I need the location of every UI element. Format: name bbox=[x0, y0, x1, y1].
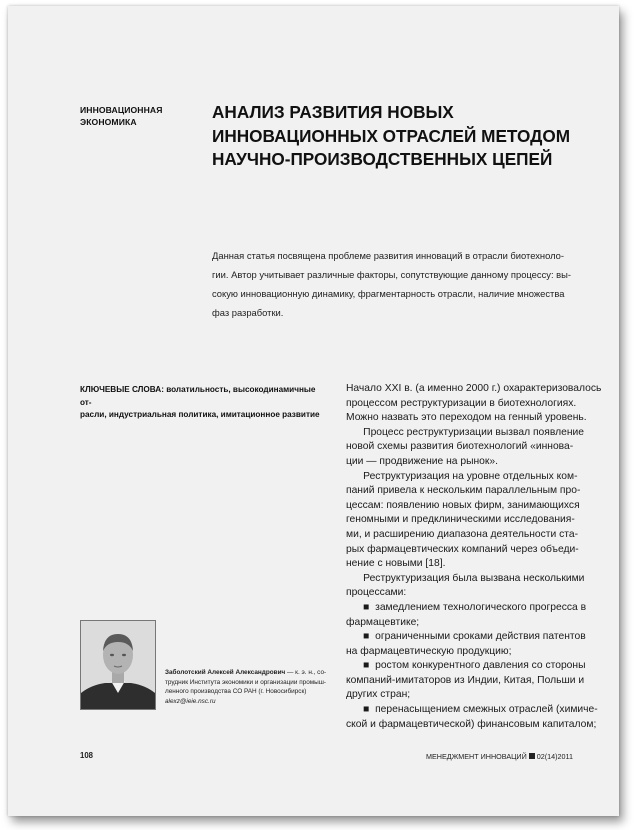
square-bullet-icon bbox=[529, 753, 535, 759]
body-line: новой схемы развития биотехнологий «иннова- bbox=[346, 441, 574, 453]
body-line: на фармацевтическую продукцию; bbox=[346, 645, 512, 657]
body-line: рых фармацевтических компаний через объеди- bbox=[346, 543, 579, 555]
body-line: паний привела к нескольким параллельным про- bbox=[346, 485, 581, 497]
keywords-block bbox=[80, 384, 320, 422]
body-line: Реструктуризация на уровне отдельных ком- bbox=[346, 470, 578, 482]
author-bio bbox=[165, 668, 335, 707]
journal-issue: 02(14)2011 bbox=[536, 752, 573, 761]
body-line: Начало XXI в. (а именно 2000 г.) охарактеризовалось bbox=[346, 383, 602, 394]
body-line: нение с новыми [18]. bbox=[346, 558, 446, 570]
journal-footer bbox=[426, 752, 573, 761]
body-line: ■ ростом конкурентного давления со стороны bbox=[346, 660, 586, 672]
body-line: ■ замедлением технологического прогресса в bbox=[346, 601, 587, 613]
body-line: процессом реструктуризации в биотехнологиях. bbox=[346, 397, 577, 409]
body-line: ми, и расширению диапазона деятельности ста- bbox=[346, 528, 578, 540]
article-title: АНАЛИЗ РАЗВИТИЯ НОВЫХ ИННОВАЦИОННЫХ ОТРАСЛЕЙ МЕТОДОМ НАУЧНО-ПРОИЗВОДСТВЕННЫХ ЦЕПЕЙ bbox=[212, 102, 571, 169]
author-details: — к. э. н., со- трудник Института экономики и организации промыш- ленного производства СО РАН (г. Новосибирск) bbox=[165, 669, 327, 696]
body-line: других стран; bbox=[346, 689, 411, 701]
keywords-label: КЛЮЧЕВЫЕ СЛОВА: bbox=[80, 385, 164, 394]
page-number: 108 bbox=[80, 751, 94, 760]
body-line: ции — продвижение на рынок». bbox=[346, 455, 498, 467]
body-line: Реструктуризация была вызвана несколькими bbox=[346, 572, 585, 584]
body-line: ской и фармацевтической) финансовым капиталом; bbox=[346, 718, 597, 730]
body-line: ■ перенасыщением смежных отраслей (химиче- bbox=[346, 704, 598, 716]
journal-page bbox=[8, 6, 619, 816]
keywords-text: волатильность, высокодинамичные от- расли, индустриальная политика, имитационное развитие bbox=[80, 385, 320, 419]
body-line: компаний-имитаторов из Индии, Китая, Польши и bbox=[346, 674, 585, 686]
body-line: процессами: bbox=[346, 587, 407, 599]
journal-name: МЕНЕДЖМЕНТ ИННОВАЦИЙ bbox=[426, 752, 527, 761]
body-line: ■ ограниченными сроками действия патентов bbox=[346, 631, 586, 643]
author-email: alexz@ieie.nsc.ru bbox=[165, 698, 216, 706]
body-line: цессам: появлению новых фирм, занимающихся bbox=[346, 499, 580, 511]
body-line: фармацевтике; bbox=[346, 616, 420, 628]
article-abstract: Данная статья посвящена проблеме развития инноваций в отрасли биотехноло- гии. Автор учитывает различные факторы, сопутствующие данному процессу: вы- сокую инновационную динамику, фрагментарность отрасли, наличие множества фаз разработки. bbox=[212, 250, 572, 318]
author-name: Заболотский Алексей Александрович bbox=[165, 669, 286, 676]
body-line: Можно назвать это переходом на генный уровень. bbox=[346, 412, 587, 424]
author-portrait-icon bbox=[81, 621, 155, 709]
body-line: геномными и предклиническими исследования- bbox=[346, 514, 575, 526]
section-rubric: ИННОВАЦИОННАЯ ЭКОНОМИКА bbox=[80, 105, 163, 127]
author-photo bbox=[80, 620, 156, 710]
body-line: Процесс реструктуризации вызвал появление bbox=[346, 426, 584, 438]
article-body bbox=[346, 382, 608, 732]
